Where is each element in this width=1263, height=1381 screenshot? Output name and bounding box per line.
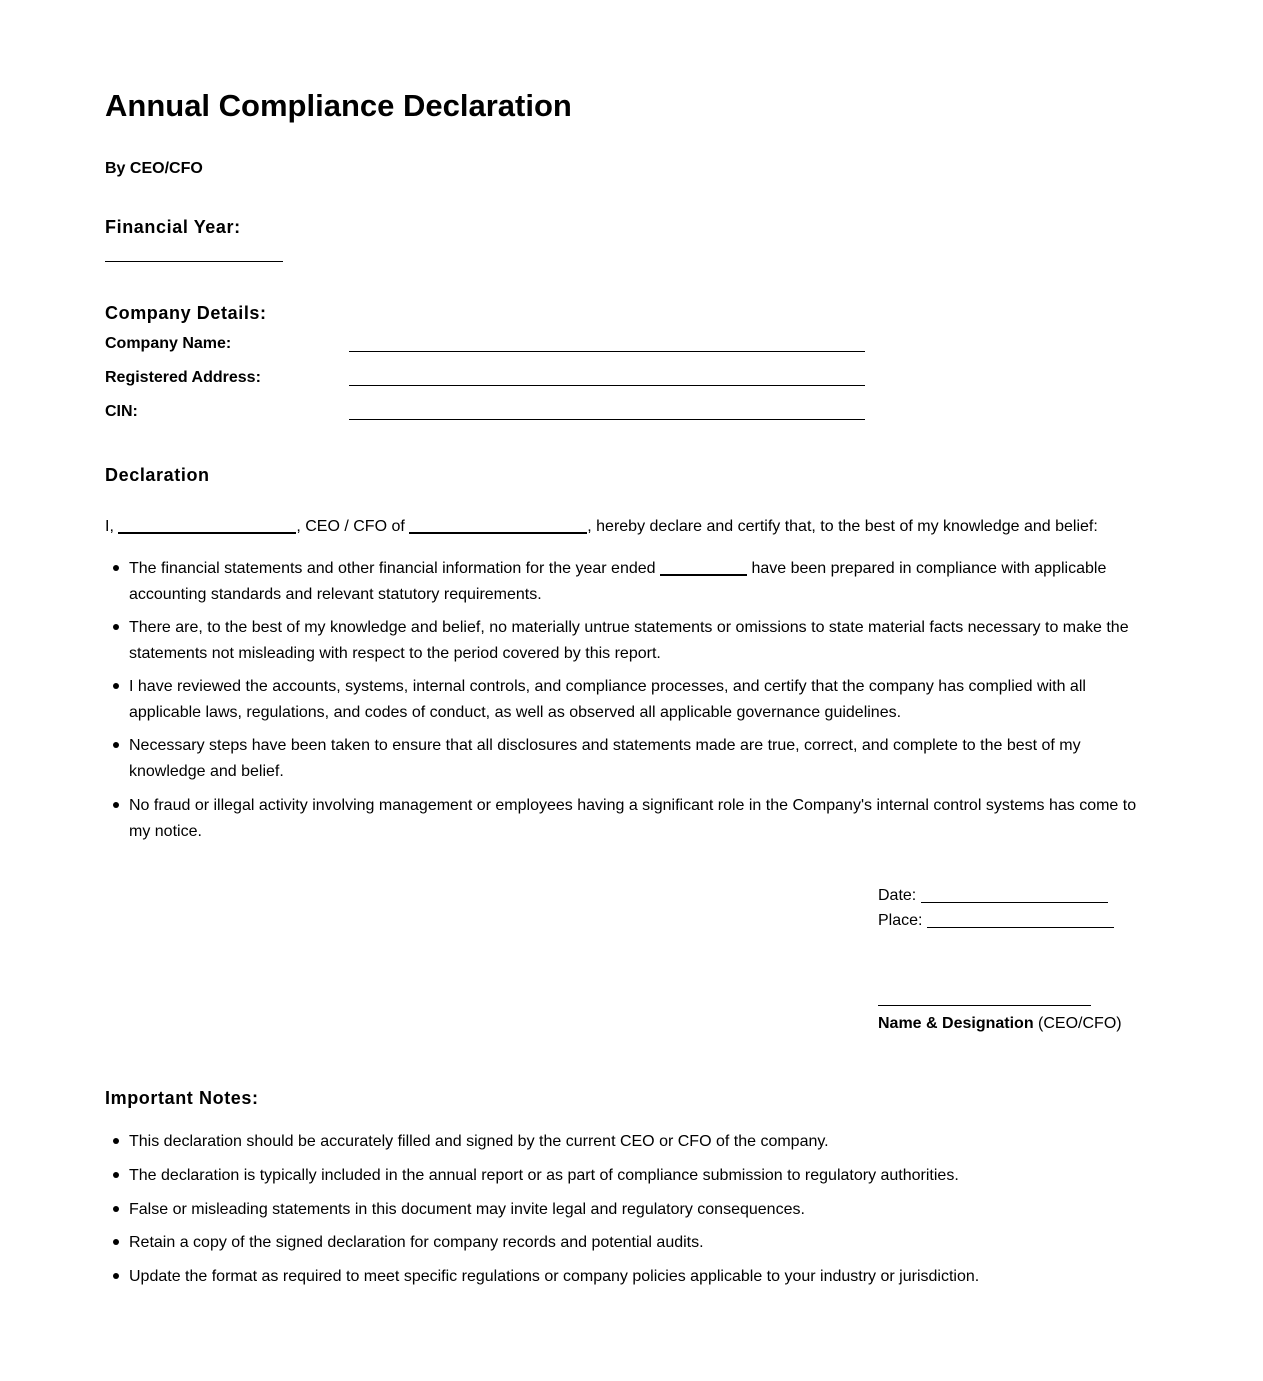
intro-prefix: I, [105, 518, 114, 535]
place-row [878, 912, 1114, 930]
note-item [105, 1197, 1140, 1223]
intro-suffix: , hereby declare and certify that, to the best of my knowledge and belief: [587, 518, 1098, 535]
name-designation-suffix: (CEO/CFO) [1038, 1015, 1122, 1032]
note-item [105, 1163, 1140, 1189]
note-item-text: False or misleading statements in this document may invite legal and regulatory consequences. [129, 1201, 805, 1218]
bullet-icon [113, 565, 119, 571]
document-byline: By CEO/CFO [105, 160, 203, 177]
declaration-item [105, 733, 1140, 784]
declaration-item-text: have been prepared in compliance with applicable accounting standards and relevant statutory requirements. [129, 560, 1107, 603]
year-ended-blank[interactable] [660, 558, 747, 576]
company-details-heading: Company Details: [105, 303, 267, 323]
note-item-text: This declaration should be accurately filled and signed by the current CEO or CFO of the company. [129, 1133, 829, 1150]
financial-year-field[interactable] [105, 261, 283, 262]
bullet-icon [113, 742, 119, 748]
name-designation-label: Name & Designation [878, 1015, 1034, 1032]
registered-address-field[interactable] [349, 385, 865, 386]
company-name-field[interactable] [349, 351, 865, 352]
bullet-icon [113, 1206, 119, 1212]
declarant-name-blank[interactable] [118, 516, 296, 534]
cin-label: CIN: [105, 403, 138, 420]
document-title: Annual Compliance Declaration [105, 88, 572, 123]
cin-field[interactable] [349, 419, 865, 420]
declaration-item-text: The financial statements and other financial information for the year ended [129, 560, 656, 577]
declaration-item [105, 674, 1140, 725]
note-item-text: Update the format as required to meet specific regulations or company policies applicable to your industry or jurisdiction. [129, 1268, 980, 1285]
intro-mid: , CEO / CFO of [296, 518, 405, 535]
note-item [105, 1230, 1140, 1256]
important-notes-heading: Important Notes: [105, 1088, 259, 1108]
registered-address-label: Registered Address: [105, 369, 261, 386]
company-blank[interactable] [409, 516, 587, 534]
bullet-icon [113, 1138, 119, 1144]
date-field[interactable] [921, 888, 1108, 903]
date-row [878, 887, 1108, 905]
note-item-text: Retain a copy of the signed declaration for company records and potential audits. [129, 1234, 704, 1251]
bullet-icon [113, 1239, 119, 1245]
declaration-item [105, 556, 1140, 607]
declaration-item-text: No fraud or illegal activity involving management or employees having a significant role in the Company's internal control systems has come to my notice. [129, 797, 1137, 840]
note-item [105, 1264, 1140, 1290]
note-item [105, 1129, 1140, 1155]
bullet-icon [113, 802, 119, 808]
place-label: Place: [878, 912, 923, 929]
declaration-intro [105, 516, 1098, 537]
declaration-item [105, 615, 1140, 666]
company-name-label: Company Name: [105, 335, 232, 352]
bullet-icon [113, 624, 119, 630]
bullet-icon [113, 1273, 119, 1279]
declaration-heading: Declaration [105, 465, 210, 485]
date-label: Date: [878, 887, 917, 904]
declaration-item-text: Necessary steps have been taken to ensure that all disclosures and statements made are true, correct, and complete to the best of my knowledge and belief. [129, 737, 1081, 780]
note-item-text: The declaration is typically included in the annual report or as part of compliance submission to regulatory authorities. [129, 1167, 959, 1184]
declaration-item-text: I have reviewed the accounts, systems, internal controls, and compliance processes, and certify that the company has complied with all applicable laws, regulations, and codes of conduct, as well as observed all applicable governance guidelines. [129, 678, 1086, 721]
name-designation [878, 1015, 1122, 1033]
bullet-icon [113, 683, 119, 689]
declaration-item-text: There are, to the best of my knowledge and belief, no materially untrue statements or omissions to state material facts necessary to make the statements not misleading with respect to the period covered by this report. [129, 619, 1129, 662]
signature-line[interactable] [878, 1005, 1091, 1006]
financial-year-heading: Financial Year: [105, 217, 241, 237]
bullet-icon [113, 1172, 119, 1178]
declaration-item [105, 793, 1140, 844]
place-field[interactable] [927, 913, 1114, 928]
